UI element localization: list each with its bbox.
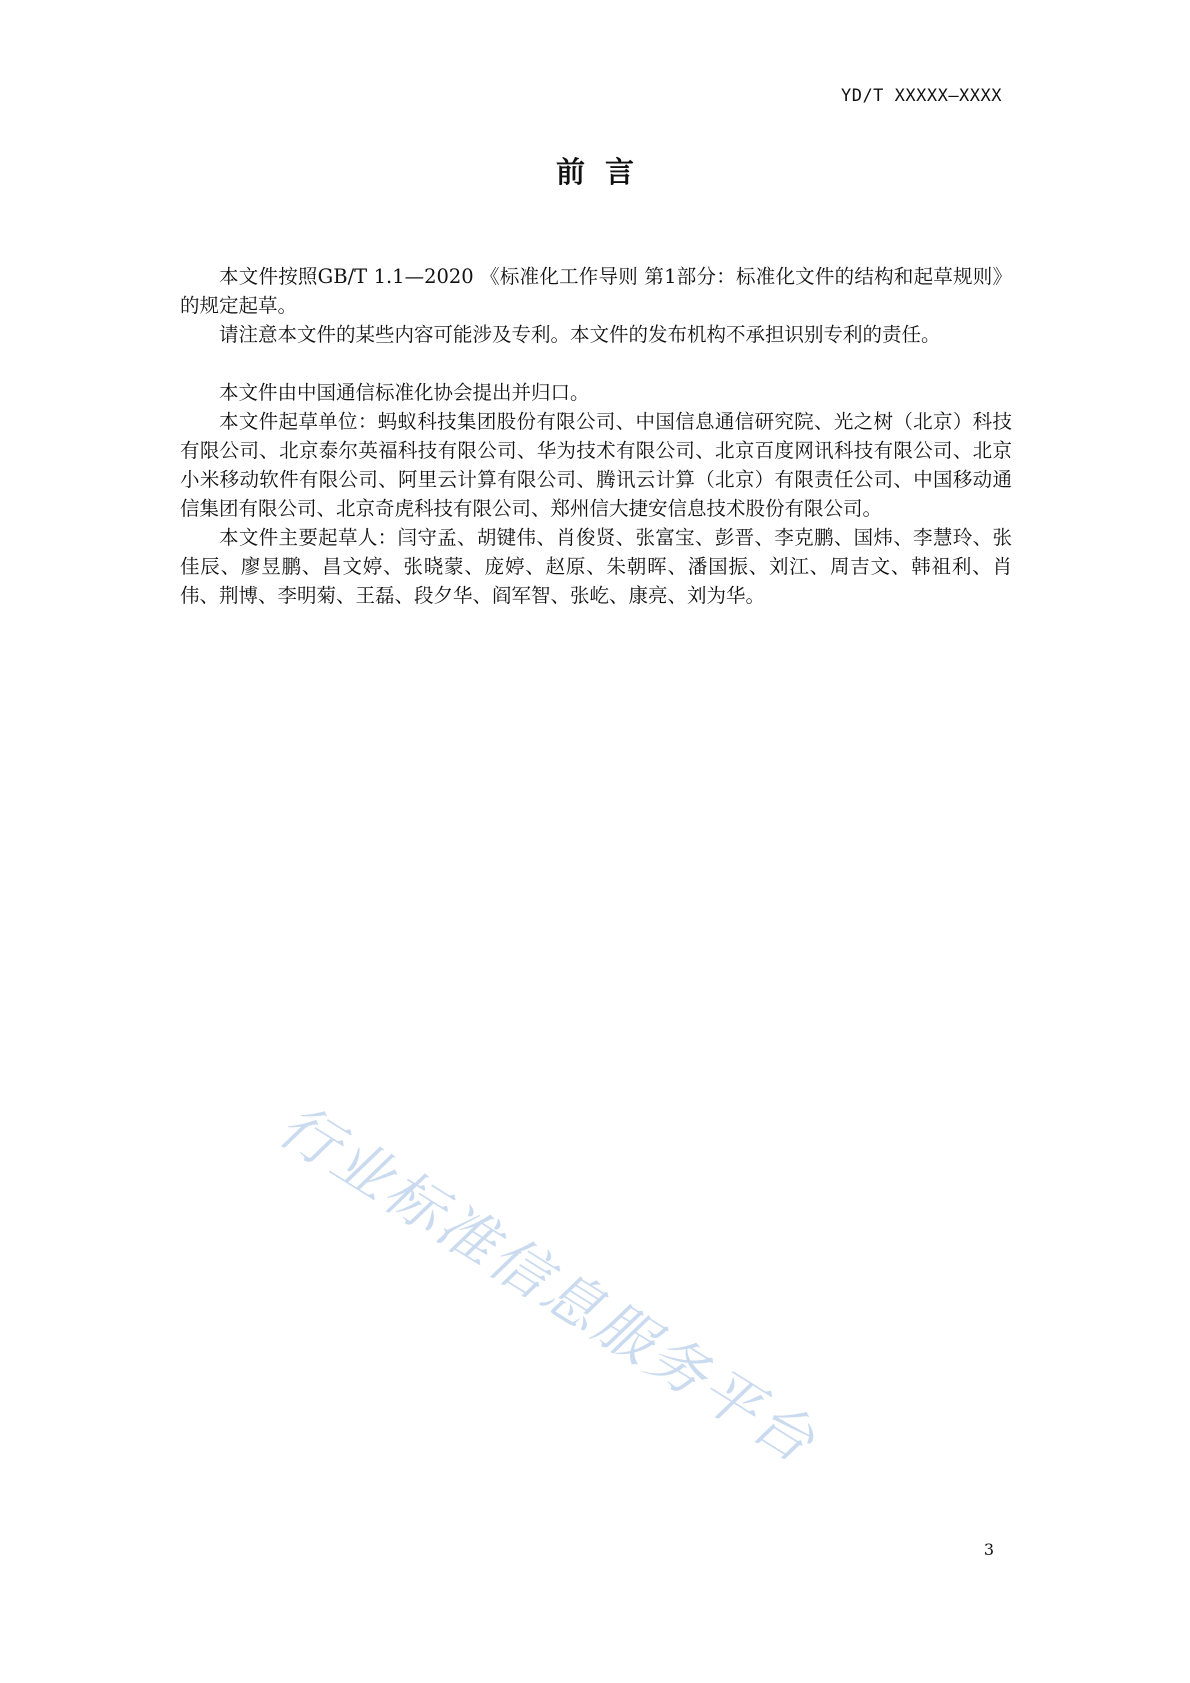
document-code: YD/T XXXXX—XXXX <box>840 86 1002 106</box>
paragraph-patent-notice: 请注意本文件的某些内容可能涉及专利。本文件的发布机构不承担识别专利的责任。 <box>219 323 941 346</box>
paragraph-drafters: 本文件主要起草人：闫守孟、胡键伟、肖俊贤、张富宝、彭晋、李克鹏、国炜、李慧玲、张佳辰、廖昱鹏、昌文婷、张晓蒙、庞婷、赵原、朱朝晖、潘国振、刘江、周吉文、韩祖利、肖伟、荆博、李明菊、王磊、段夕华、阎军智、张屹、康亮、刘为华。 <box>180 526 1012 607</box>
page-number: 3 <box>983 1540 994 1559</box>
watermark: 行业标准信息服务平台 <box>267 1091 829 1478</box>
paragraph-drafting-units: 本文件起草单位：蚂蚁科技集团股份有限公司、中国信息通信研究院、光之树（北京）科技有限公司、北京泰尔英福科技有限公司、华为技术有限公司、北京百度网讯科技有限公司、北京小米移动软件有限公司、阿里云计算有限公司、腾讯云计算（北京）有限责任公司、中国移动通信集团有限公司、北京奇虎科技有限公司、郑州信大捷安信息技术股份有限公司。 <box>180 410 1012 520</box>
paragraph-spacer <box>180 349 1012 378</box>
paragraph-drafting-rules: 本文件按照GB/T 1.1—2020 《标准化工作导则 第1部分：标准化文件的结构和起草规则》的规定起草。 <box>180 265 1012 317</box>
page-title: 前言 <box>555 155 654 189</box>
paragraph-proposer: 本文件由中国通信标准化协会提出并归口。 <box>219 381 590 404</box>
foreword-body <box>180 262 1012 610</box>
